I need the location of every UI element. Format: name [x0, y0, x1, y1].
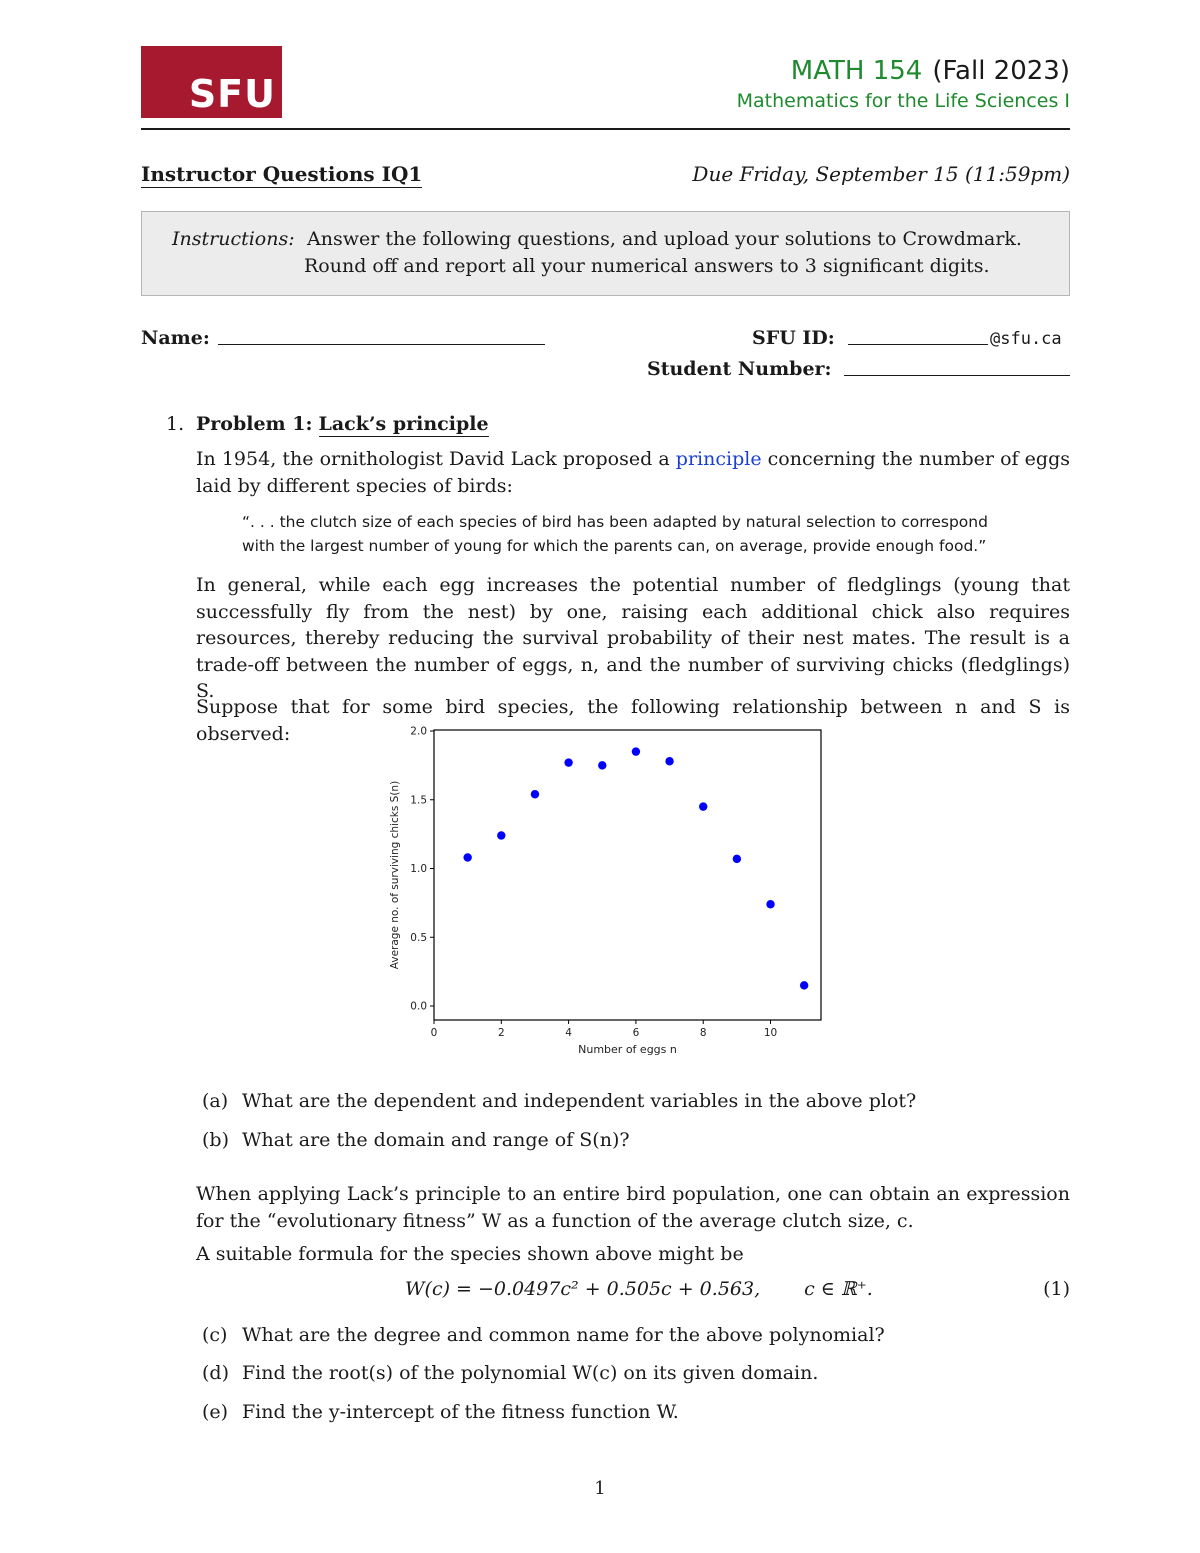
sfu-email-suffix: @sfu.ca — [990, 329, 1062, 349]
x-tick-label: 10 — [763, 1027, 778, 1039]
data-point — [766, 900, 774, 908]
data-point — [463, 853, 471, 861]
name-field[interactable] — [218, 344, 545, 345]
student-number-field[interactable] — [844, 375, 1070, 376]
problem-title-prefix: Problem 1: — [196, 413, 313, 435]
assignment-title: Instructor Questions IQ1 — [141, 162, 423, 186]
y-tick-label: 2.0 — [410, 725, 427, 738]
equation-domain: c ∈ ℝ⁺. — [804, 1278, 873, 1300]
instructions-line-1: Answer the following questions, and upload your solutions to Crowdmark. — [307, 228, 1022, 250]
question-c-text: What are the degree and common name for the above polynomial? — [242, 1324, 885, 1346]
x-tick-label: 8 — [699, 1027, 707, 1039]
x-tick-label: 4 — [565, 1027, 572, 1039]
formula-intro: A suitable formula for the species shown above might be — [196, 1243, 744, 1265]
question-d-text: Find the root(s) of the polynomial W(c) on its given domain. — [242, 1362, 819, 1384]
quote-line-2: with the largest number of young for which the parents can, on average, provide enough food.” — [242, 537, 987, 555]
y-tick-label: 0.0 — [410, 1000, 427, 1013]
question-b — [202, 1129, 630, 1151]
y-tick-label: 0.5 — [410, 931, 427, 944]
data-point — [497, 831, 505, 839]
course-code: MATH 154 — [790, 56, 923, 86]
fitness-equation — [405, 1278, 873, 1300]
due-date: Due Friday, September 15 (11:59pm) — [692, 162, 1070, 186]
course-title: Mathematics for the Life Sciences I — [736, 90, 1070, 112]
x-tick-label: 0 — [430, 1027, 438, 1039]
data-point — [699, 802, 707, 810]
principle-link[interactable]: principle — [675, 448, 762, 470]
sfu-logo — [141, 46, 282, 118]
tradeoff-paragraph: In general, while each egg increases the potential number of fledglings (young that successfully fly from the nest) by one, raising each additional chick also requires resources, thereby reducing the survival probability of their nest mates. The result is a trade-off between the number of eggs, n, and the number of surviving chicks (fledglings) S. — [196, 574, 1070, 702]
data-point — [598, 761, 606, 769]
instructions-box — [141, 211, 1070, 296]
problem-title-text: Lack’s principle — [318, 413, 489, 435]
data-point — [531, 790, 539, 798]
course-term: (Fall 2023) — [932, 56, 1070, 86]
sfu-id-field[interactable] — [848, 344, 988, 345]
question-e-text: Find the y-intercept of the fitness function W. — [242, 1401, 679, 1423]
question-e-label: (e) — [202, 1401, 229, 1423]
clutch-size-scatter-plot — [380, 720, 840, 1065]
data-point — [665, 757, 673, 765]
student-number-label: Student Number: — [647, 358, 832, 380]
name-label: Name: — [141, 327, 210, 349]
question-c — [202, 1324, 885, 1346]
x-tick-label: 2 — [497, 1027, 505, 1039]
sfu-id-label: SFU ID: — [752, 327, 835, 349]
question-b-label: (b) — [202, 1129, 229, 1151]
fitness-paragraph: When applying Lack’s principle to an entire bird population, one can obtain an expression for the “evolutionary fitness” W as a function of the average clutch size, c. — [196, 1183, 1070, 1232]
question-b-text: What are the domain and range of S(n)? — [242, 1129, 630, 1151]
intro-paragraph — [196, 446, 1070, 499]
data-point — [800, 981, 808, 989]
question-a-label: (a) — [202, 1090, 229, 1112]
page-number: 1 — [594, 1478, 606, 1499]
instructions-label: Instructions: — [172, 228, 295, 250]
quote-line-1: “. . . the clutch size of each species of bird has been adapted by natural selection to correspond — [242, 513, 988, 531]
question-d-label: (d) — [202, 1362, 229, 1384]
x-tick-label: 6 — [632, 1027, 640, 1039]
lack-quote — [242, 510, 1032, 558]
equation-expression: W(c) = −0.0497c² + 0.505c + 0.563, — [405, 1278, 761, 1300]
problem-title — [196, 413, 489, 435]
question-a — [202, 1090, 916, 1112]
data-point — [564, 758, 572, 766]
logo-text: SFU — [188, 72, 276, 116]
problem-number: 1. — [166, 413, 185, 435]
question-c-label: (c) — [202, 1324, 228, 1346]
question-a-text: What are the dependent and independent variables in the above plot? — [242, 1090, 917, 1112]
header-divider — [141, 128, 1070, 130]
intro-text-1: In 1954, the ornithologist David Lack proposed a — [196, 448, 676, 470]
intro-text-2: concerning the number of eggs laid by different species of birds: — [196, 448, 1070, 497]
question-e — [202, 1401, 679, 1423]
plot-frame — [434, 730, 821, 1020]
relationship-paragraph: Suppose that for some bird species, the following relationship between n and S is observed: — [196, 696, 1070, 745]
data-point — [733, 855, 741, 863]
y-tick-label: 1.0 — [410, 863, 427, 875]
data-point — [632, 747, 640, 755]
course-heading — [791, 56, 1070, 86]
y-axis-label: Average no. of surviving chicks S(n) — [389, 780, 401, 970]
instructions-line-2: Round off and report all your numerical answers to 3 significant digits. — [304, 255, 990, 277]
question-d — [202, 1362, 818, 1384]
x-axis-label: Number of eggs n — [578, 1043, 677, 1056]
y-tick-label: 1.5 — [410, 794, 427, 807]
equation-number: (1) — [1043, 1278, 1070, 1300]
